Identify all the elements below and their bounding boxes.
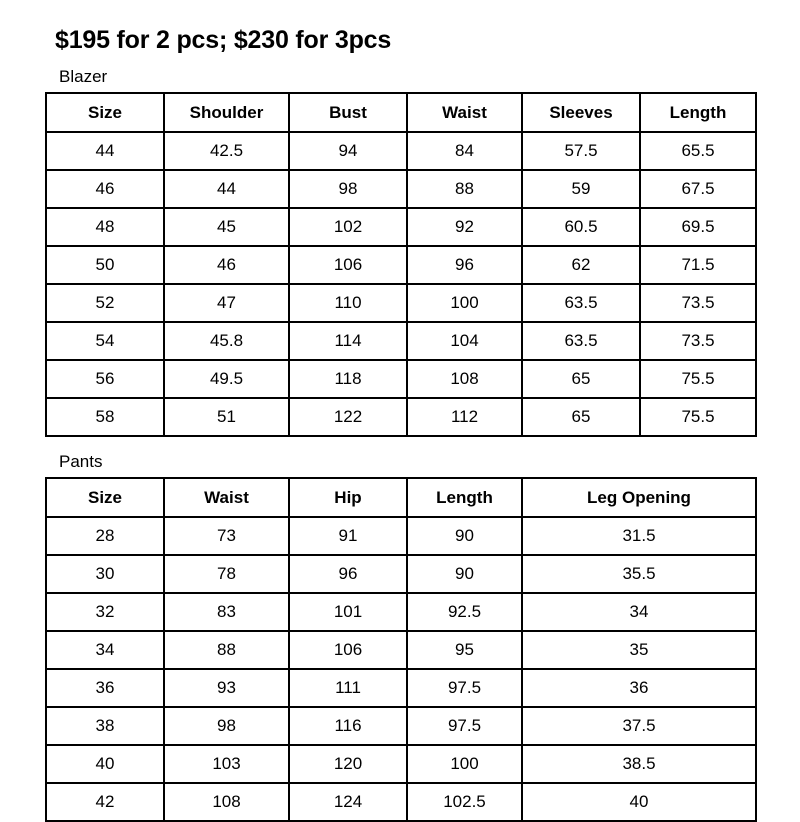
table-row <box>46 707 756 745</box>
table-cell: 59 <box>522 170 640 208</box>
table-cell: 46 <box>46 170 164 208</box>
table-cell: 88 <box>164 631 289 669</box>
table-cell: 93 <box>164 669 289 707</box>
table-cell: 65 <box>522 360 640 398</box>
table-cell: 108 <box>407 360 522 398</box>
table-cell: 38 <box>46 707 164 745</box>
blazer-size-table <box>45 92 757 437</box>
table-cell: 51 <box>164 398 289 436</box>
column-header: Waist <box>164 478 289 517</box>
table-cell: 91 <box>289 517 407 555</box>
table-header-row <box>46 478 756 517</box>
table-cell: 35 <box>522 631 756 669</box>
table-cell: 65 <box>522 398 640 436</box>
table-row <box>46 284 756 322</box>
table-cell: 103 <box>164 745 289 783</box>
table-cell: 32 <box>46 593 164 631</box>
table-cell: 116 <box>289 707 407 745</box>
table-cell: 57.5 <box>522 132 640 170</box>
table-cell: 124 <box>289 783 407 821</box>
table-cell: 120 <box>289 745 407 783</box>
table-cell: 100 <box>407 284 522 322</box>
table-row <box>46 132 756 170</box>
column-header: Size <box>46 93 164 132</box>
table-row <box>46 745 756 783</box>
table-cell: 34 <box>522 593 756 631</box>
table-row <box>46 208 756 246</box>
table-cell: 114 <box>289 322 407 360</box>
table-cell: 54 <box>46 322 164 360</box>
table-row <box>46 593 756 631</box>
table-cell: 100 <box>407 745 522 783</box>
table-cell: 96 <box>289 555 407 593</box>
table-cell: 73 <box>164 517 289 555</box>
table-cell: 75.5 <box>640 360 756 398</box>
table-row <box>46 322 756 360</box>
table-cell: 40 <box>522 783 756 821</box>
table-cell: 78 <box>164 555 289 593</box>
table-row <box>46 398 756 436</box>
table-cell: 45.8 <box>164 322 289 360</box>
table-cell: 40 <box>46 745 164 783</box>
table-cell: 45 <box>164 208 289 246</box>
table-cell: 44 <box>46 132 164 170</box>
column-header: Sleeves <box>522 93 640 132</box>
table-cell: 97.5 <box>407 669 522 707</box>
table-cell: 84 <box>407 132 522 170</box>
table-cell: 88 <box>407 170 522 208</box>
column-header: Waist <box>407 93 522 132</box>
table-cell: 106 <box>289 631 407 669</box>
table-cell: 38.5 <box>522 745 756 783</box>
table-cell: 36 <box>522 669 756 707</box>
table-cell: 52 <box>46 284 164 322</box>
table-row <box>46 517 756 555</box>
table-row <box>46 360 756 398</box>
table-cell: 106 <box>289 246 407 284</box>
table-cell: 111 <box>289 669 407 707</box>
table-cell: 71.5 <box>640 246 756 284</box>
table-cell: 110 <box>289 284 407 322</box>
table-row <box>46 669 756 707</box>
table-cell: 92.5 <box>407 593 522 631</box>
table-row <box>46 555 756 593</box>
table-cell: 44 <box>164 170 289 208</box>
table-cell: 42 <box>46 783 164 821</box>
table-cell: 37.5 <box>522 707 756 745</box>
table-cell: 60.5 <box>522 208 640 246</box>
table-cell: 58 <box>46 398 164 436</box>
table-cell: 73.5 <box>640 284 756 322</box>
table-row <box>46 170 756 208</box>
table-cell: 30 <box>46 555 164 593</box>
column-header: Shoulder <box>164 93 289 132</box>
table-cell: 62 <box>522 246 640 284</box>
table-cell: 67.5 <box>640 170 756 208</box>
column-header: Length <box>640 93 756 132</box>
table-cell: 36 <box>46 669 164 707</box>
table-row <box>46 783 756 821</box>
table-cell: 96 <box>407 246 522 284</box>
table-cell: 98 <box>289 170 407 208</box>
table-cell: 47 <box>164 284 289 322</box>
table-cell: 34 <box>46 631 164 669</box>
table-cell: 28 <box>46 517 164 555</box>
column-header: Length <box>407 478 522 517</box>
column-header: Hip <box>289 478 407 517</box>
table-row <box>46 631 756 669</box>
table-cell: 50 <box>46 246 164 284</box>
table-cell: 65.5 <box>640 132 756 170</box>
table-cell: 122 <box>289 398 407 436</box>
table-cell: 63.5 <box>522 322 640 360</box>
table-cell: 104 <box>407 322 522 360</box>
table-header-row <box>46 93 756 132</box>
table-cell: 94 <box>289 132 407 170</box>
table-cell: 42.5 <box>164 132 289 170</box>
table-cell: 63.5 <box>522 284 640 322</box>
table-cell: 102.5 <box>407 783 522 821</box>
table-cell: 118 <box>289 360 407 398</box>
table-cell: 95 <box>407 631 522 669</box>
pants-section-label: Pants <box>59 452 103 471</box>
column-header: Bust <box>289 93 407 132</box>
table-cell: 112 <box>407 398 522 436</box>
table-cell: 97.5 <box>407 707 522 745</box>
table-cell: 35.5 <box>522 555 756 593</box>
table-cell: 92 <box>407 208 522 246</box>
section-spacer <box>45 437 755 452</box>
table-cell: 75.5 <box>640 398 756 436</box>
table-cell: 108 <box>164 783 289 821</box>
table-cell: 31.5 <box>522 517 756 555</box>
column-header: Size <box>46 478 164 517</box>
blazer-section-label: Blazer <box>59 67 108 86</box>
table-cell: 90 <box>407 517 522 555</box>
table-cell: 90 <box>407 555 522 593</box>
column-header: Leg Opening <box>522 478 756 517</box>
table-cell: 48 <box>46 208 164 246</box>
pants-size-table <box>45 477 757 822</box>
table-cell: 101 <box>289 593 407 631</box>
table-cell: 49.5 <box>164 360 289 398</box>
table-cell: 73.5 <box>640 322 756 360</box>
table-cell: 98 <box>164 707 289 745</box>
table-cell: 69.5 <box>640 208 756 246</box>
table-cell: 56 <box>46 360 164 398</box>
table-cell: 46 <box>164 246 289 284</box>
table-row <box>46 246 756 284</box>
price-headline: $195 for 2 pcs; $230 for 3pcs <box>55 26 392 54</box>
table-cell: 102 <box>289 208 407 246</box>
table-cell: 83 <box>164 593 289 631</box>
